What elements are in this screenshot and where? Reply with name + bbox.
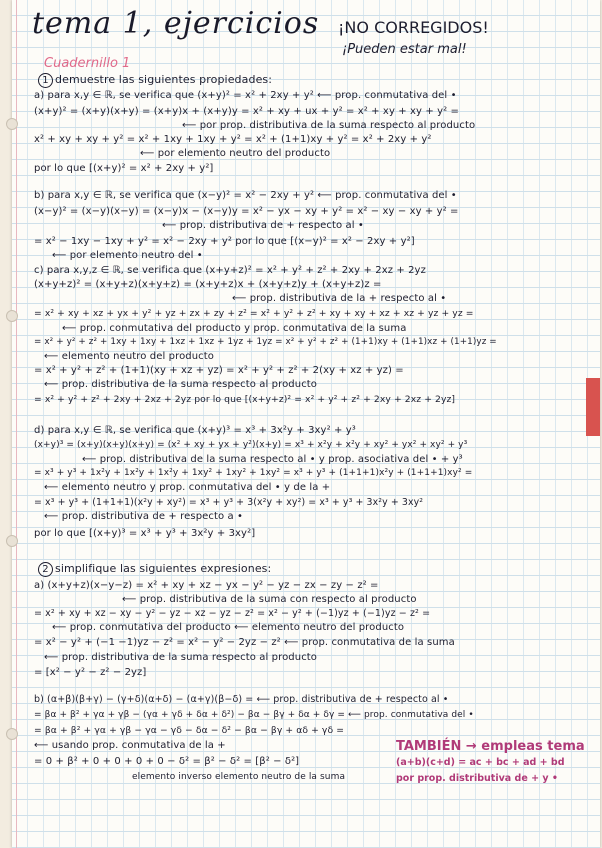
- ex2b-line: = βα + β² + γα + γβ − γα − γδ − δα − δ² − βα − βγ + αδ + γδ =: [34, 725, 345, 736]
- ex1b-note: ⟵ por elemento neutro del •: [52, 250, 203, 261]
- ex1-heading-text: demuestre las siguientes propiedades:: [55, 73, 273, 86]
- ex1d-line: d) para x,y ∈ ℝ, se verifica que (x+y)³ = x³ + 3x²y + 3xy² + y³: [34, 425, 356, 436]
- ex2b-line: = βα + β² + γα + γβ − (γα + γδ + δα + δ²) − βα − βγ + δα + δγ = ⟵ prop. conmutativa del •: [34, 710, 474, 720]
- ex1b-note: ⟵ prop. distributiva de + respecto al •: [162, 220, 364, 231]
- ex2b-line: b) (α+β)(β+γ) − (γ+δ)(α+δ) − (α+γ)(β−δ) = ⟵ prop. distributiva de + respecto al •: [34, 694, 449, 705]
- ex1d-line: = x³ + y³ + (1+1+1)(x²y + xy²) = x³ + y³ + 3(x²y + xy²) = x³ + y³ + 3x²y + 3xy²: [34, 497, 424, 508]
- ex1c-note: ⟵ elemento neutro del producto: [44, 351, 215, 362]
- ex2-number: 2: [38, 562, 53, 577]
- ex2-heading-text: simplifique las siguientes expresiones:: [55, 562, 272, 575]
- ex1a-line: (x+y)² = (x+y)(x+y) = (x+y)x + (x+y)y = x² + xy + ux + y² = x² + xy + xy + y² =: [34, 106, 459, 117]
- ex2a-note: ⟵ prop. conmutativa del producto ⟵ elemento neutro del producto: [52, 622, 405, 633]
- ex1d-line: (x+y)³ = (x+y)(x+y)(x+y) = (x² + xy + yx + y²)(x+y) = x³ + x²y + x²y + xy² + yx² + xy² + y³: [34, 440, 468, 450]
- binder-hole: [6, 728, 18, 740]
- ex1c-line: = x² + y² + z² + (1+1)(xy + xz + yz) = x² + y² + z² + 2(xy + xz + yz) =: [34, 365, 404, 376]
- warning-line-1: ¡NO CORREGIDOS!: [338, 18, 489, 37]
- ex1d-line: = x³ + y³ + 1x²y + 1x²y + 1x²y + 1xy² + 1xy² + 1xy² = x³ + y³ + (1+1+1)x²y + (1+1+1)xy² =: [34, 468, 473, 478]
- ex2a-line: a) (x+y+z)(x−y−z) = x² + xy + xz − yx − y² − yz − zx − zy − z² =: [34, 580, 379, 591]
- ex1c-note: ⟵ prop. conmutativa del producto y prop. conmutativa de la suma: [62, 323, 407, 334]
- notebook-tab: [586, 378, 600, 436]
- ex1d-note: ⟵ prop. distributiva de + respecto a •: [44, 511, 244, 522]
- side-note: [396, 739, 585, 787]
- ex1d-result: por lo que [(x+y)³ = x³ + y³ + 3x²y + 3xy²]: [34, 528, 256, 539]
- side-note-formula: (a+b)(c+d) = ac + bc + ad + bd: [396, 757, 565, 768]
- ex1b-result: = x² − 1xy − 1xy + y² = x² − 2xy + y² por lo que [(x−y)² = x² − 2xy + y²]: [34, 236, 415, 247]
- ex1b-line: (x−y)² = (x−y)(x−y) = (x−y)x − (x−y)y = x² − yx − xy + y² = x² − xy − xy + y² =: [34, 206, 459, 217]
- ex1a-line: a) para x,y ∈ ℝ, se verifica que (x+y)² = x² + 2xy + y² ⟵ prop. conmutativa del •: [34, 90, 457, 101]
- warning-line-2: ¡Pueden estar mal!: [342, 42, 467, 57]
- ex1c-result: = x² + y² + z² + 2xy + 2xz + 2yz por lo que [(x+y+z)² = x² + y² + z² + 2xy + 2xz + 2yz]: [34, 394, 456, 405]
- ex1a-note: ⟵ por elemento neutro del producto: [140, 148, 331, 159]
- ex1a-line: x² + xy + xy + y² = x² + 1xy + 1xy + y² = x² + (1+1)xy + y² = x² + 2xy + y²: [34, 134, 432, 145]
- ex1-heading: [38, 73, 272, 88]
- ex1a-note: ⟵ por prop. distributiva de la suma respecto al producto: [182, 120, 476, 131]
- ex2b-note: ⟵ usando prop. conmutativa de la +: [34, 740, 226, 751]
- ex1c-line: (x+y+z)² = (x+y+z)(x+y+z) = (x+y+z)x + (x+y+z)y + (x+y+z)z =: [34, 279, 382, 290]
- ex2a-result: = [x² − y² − z² − 2yz]: [34, 667, 147, 678]
- ex1-number: 1: [38, 73, 53, 88]
- binder-hole: [6, 535, 18, 547]
- notebook-page: [12, 0, 600, 848]
- ex2a-note: ⟵ prop. distributiva de la suma respecto al producto: [44, 652, 318, 663]
- ex1c-note: ⟵ prop. distributiva de la suma respecto al producto: [44, 379, 318, 390]
- ex1a-result: por lo que [(x+y)² = x² + 2xy + y²]: [34, 163, 214, 174]
- ex2a-line: = x² − y² + (−1 −1)yz − z² = x² − y² − 2yz − z² ⟵ prop. conmutativa de la suma: [34, 637, 455, 648]
- ex1d-note: ⟵ elemento neutro y prop. conmutativa del • y de la +: [44, 482, 331, 493]
- ex1c-line: = x² + xy + xz + yx + y² + yz + zx + zy + z² = x² + y² + z² + xy + xy + xz + xz + yz + yz =: [34, 308, 474, 319]
- ex2b-note: elemento inverso elemento neutro de la suma: [132, 772, 346, 782]
- binder-hole: [6, 310, 18, 322]
- ex1c-line: = x² + y² + z² + 1xy + 1xy + 1xz + 1xz + 1yz + 1yz = x² + y² + z² + (1+1)xy + (1+1)xz + (1+1)yz =: [34, 337, 497, 347]
- ex2-heading: [38, 562, 271, 577]
- ex1c-note: ⟵ prop. distributiva de la + respecto al •: [232, 293, 447, 304]
- ex2b-line: = 0 + β² + 0 + 0 + 0 + 0 − δ² = β² − δ² = [β² − δ²]: [34, 756, 300, 767]
- ex2a-note: ⟵ prop. distributiva de la suma con respecto al producto: [122, 594, 417, 605]
- side-note-title: TAMBIÉN → empleas tema: [396, 739, 585, 754]
- binder-hole: [6, 118, 18, 130]
- ex2a-line: = x² + xy + xz − xy − y² − yz − xz − yz − z² = x² − y² + (−1)yz + (−1)yz − z² =: [34, 608, 431, 619]
- ex1b-line: b) para x,y ∈ ℝ, se verifica que (x−y)² = x² − 2xy + y² ⟵ prop. conmutativa del •: [34, 190, 457, 201]
- notebook-subtitle: Cuadernillo 1: [44, 56, 131, 71]
- side-note-reason: por prop. distributiva de + y •: [396, 773, 558, 784]
- page-title: tema 1, ejercicios: [32, 6, 320, 41]
- ex1d-note: ⟵ prop. distributiva de la suma respecto al • y prop. asociativa del • + y³: [82, 454, 463, 465]
- ex1c-line: c) para x,y,z ∈ ℝ, se verifica que (x+y+z)² = x² + y² + z² + 2xy + 2xz + 2yz: [34, 265, 426, 276]
